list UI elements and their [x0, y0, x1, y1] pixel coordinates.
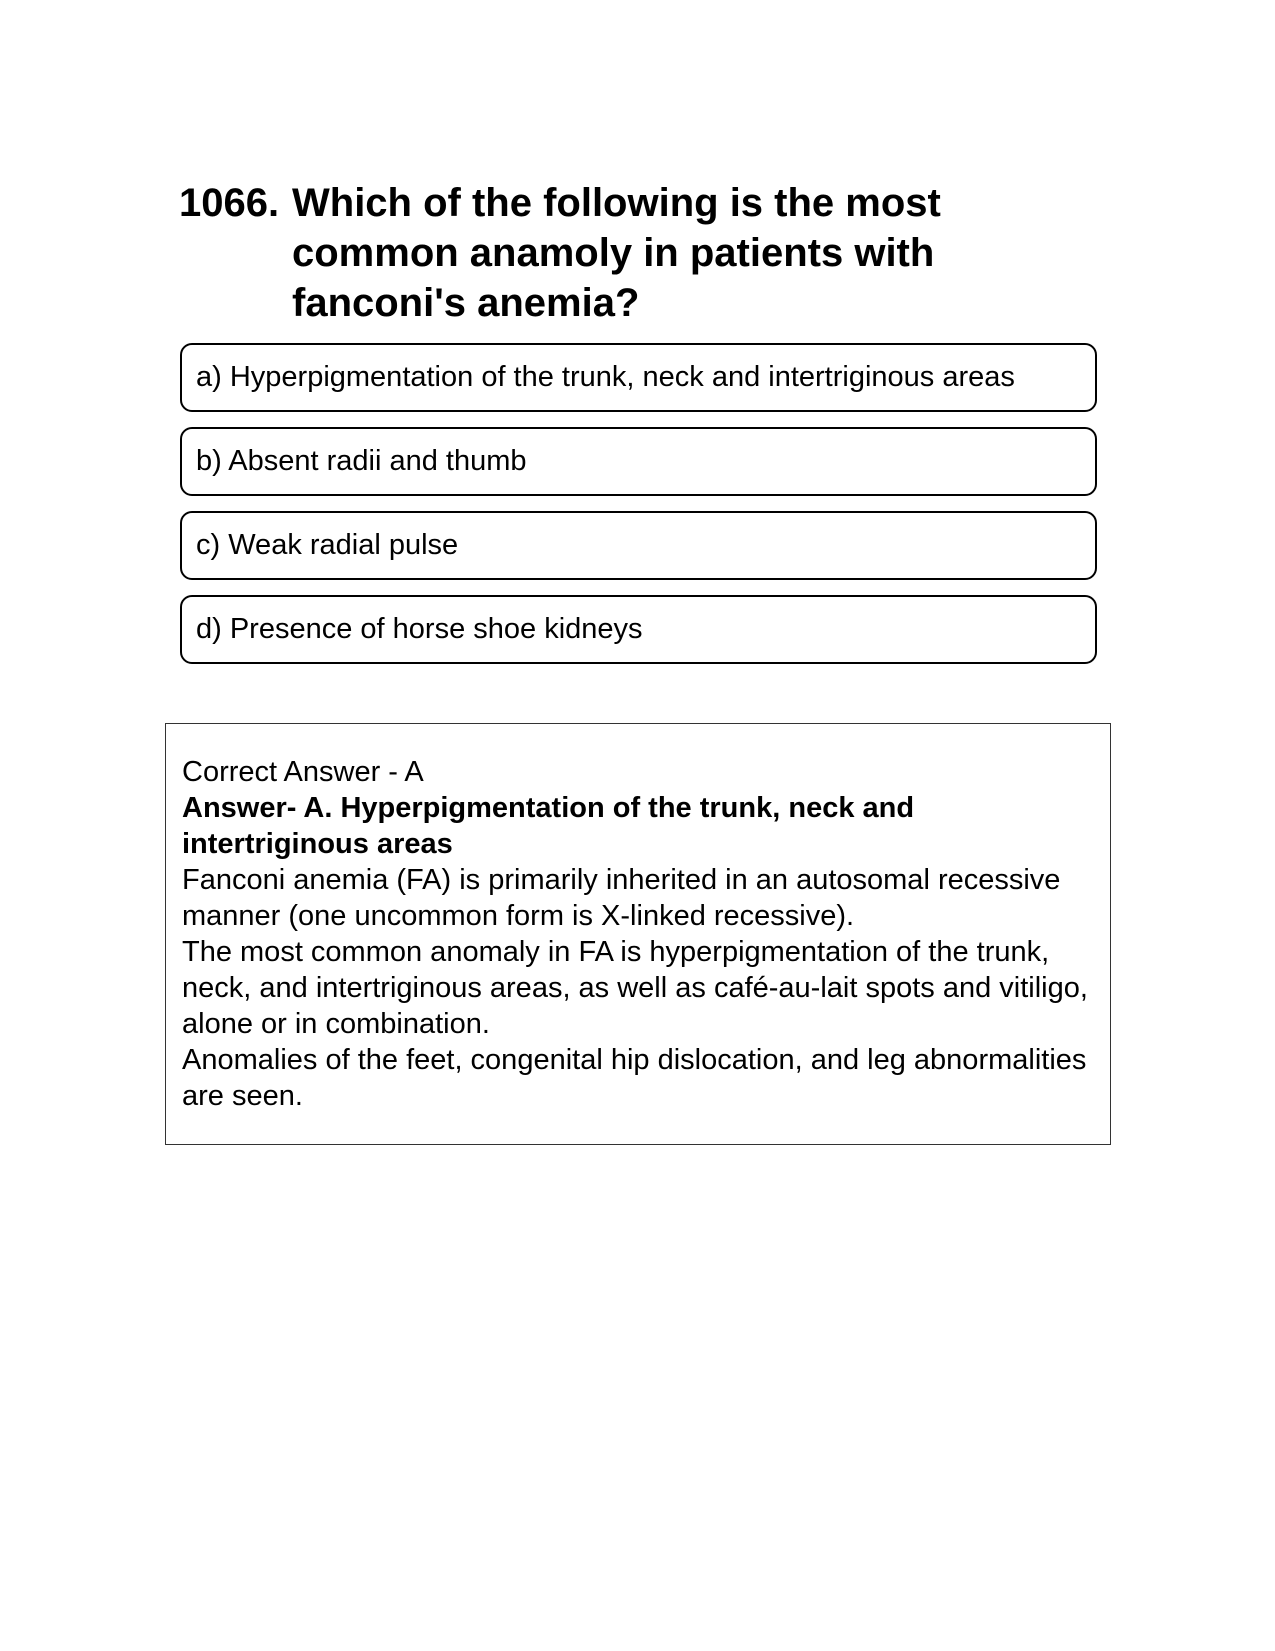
- option-c[interactable]: c) Weak radial pulse: [180, 511, 1097, 580]
- option-b[interactable]: b) Absent radii and thumb: [180, 427, 1097, 496]
- answer-heading: Answer- A. Hyperpigmentation of the trunk, neck and intertriginous areas: [182, 792, 915, 860]
- option-d[interactable]: d) Presence of horse shoe kidneys: [180, 595, 1097, 664]
- options-list: [180, 343, 1097, 679]
- option-a[interactable]: a) Hyperpigmentation of the trunk, neck and intertriginous areas: [180, 343, 1097, 412]
- question-heading: [179, 178, 1079, 328]
- explanation-paragraph: Fanconi anemia (FA) is primarily inherited in an autosomal recessive manner (one uncommon form is X-linked recessive).: [182, 864, 1061, 932]
- question-text: Which of the following is the most common anamoly in patients with fanconi's anemia?: [292, 181, 941, 325]
- question-number: 1066.: [179, 181, 280, 225]
- answer-explanation-box: [165, 723, 1111, 1145]
- explanation-paragraph: Anomalies of the feet, congenital hip dislocation, and leg abnormalities are seen.: [182, 1044, 1087, 1112]
- correct-answer-line: Correct Answer - A: [182, 756, 424, 788]
- explanation-paragraph: The most common anomaly in FA is hyperpigmentation of the trunk, neck, and intertriginous areas, as well as café-au-lait spots and vitiligo, alone or in combination.: [182, 936, 1088, 1040]
